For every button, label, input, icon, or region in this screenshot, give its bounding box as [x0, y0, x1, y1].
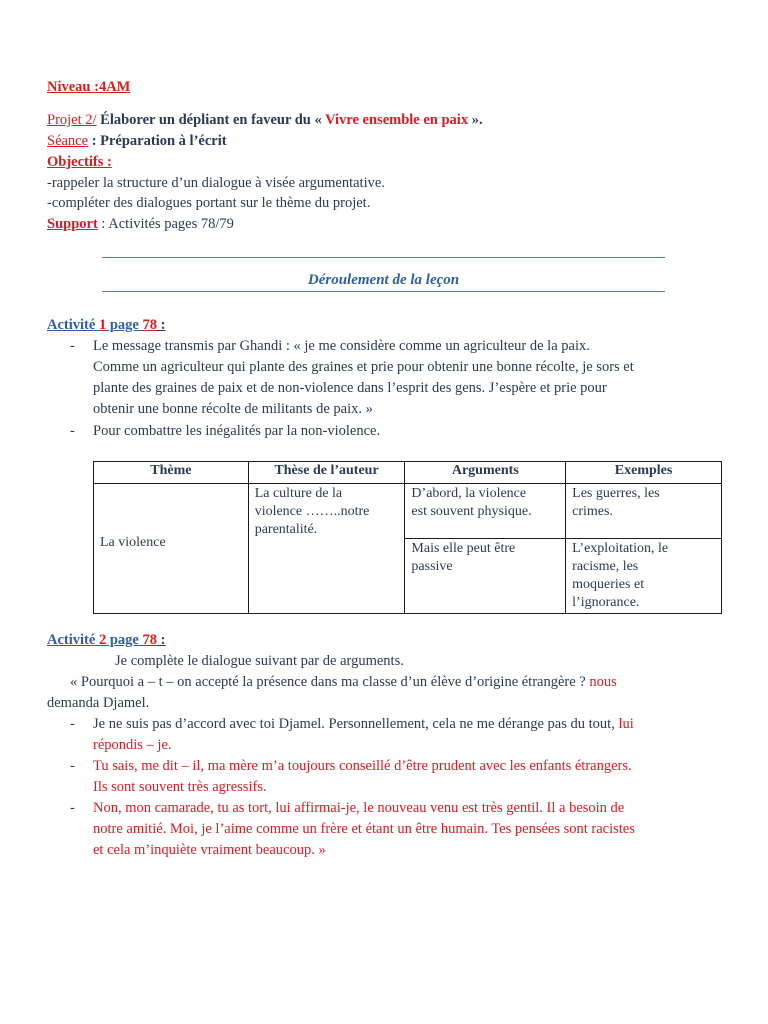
dialogue-reply-2: [93, 756, 632, 798]
dialogue-text: « Pourquoi a – t – on accepté la présence dans ma classe d’un élève d’origine étrangère ?: [70, 674, 590, 690]
page-word: page: [106, 632, 143, 648]
seance-text: : Préparation à l’écrit: [88, 133, 227, 149]
instruction: Je complète le dialogue suivant par de arguments.: [115, 653, 404, 669]
dialogue-reply-1: [93, 714, 634, 756]
dialogue-red-text: nous: [589, 674, 617, 690]
heading-colon: :: [156, 632, 166, 648]
cell-line: crimes.: [572, 504, 613, 519]
objectifs-label: Objectifs :: [47, 154, 112, 170]
bullet-dash: -: [70, 800, 75, 816]
text-line: Comme un agriculteur qui plante des graines et prie pour obtenir une bonne récolte, je sors et: [93, 359, 634, 375]
page-number: 78: [142, 632, 157, 648]
cell-line: L’exploitation, le: [572, 541, 669, 556]
text-line: notre amitié. Moi, je l’aime comme un frère et étant un être humain. Tes pensées sont racistes: [93, 821, 635, 837]
cell-line: parentalité.: [254, 522, 318, 537]
dialogue-text: Je ne suis pas d’accord avec toi Djamel. Personnellement, cela ne me dérange pas du tout,: [93, 716, 619, 732]
cell-line: La culture de la: [254, 486, 343, 501]
dialogue-reply-3: [93, 798, 635, 861]
header-these: Thèse de l’auteur: [248, 462, 405, 484]
seance-line: [47, 133, 227, 150]
dialogue-red-text: répondis – je.: [93, 737, 172, 753]
support-text: : Activités pages 78/79: [97, 216, 234, 232]
cell-exemple: [566, 539, 722, 614]
header-theme: Thème: [94, 462, 249, 484]
cell-line: Mais elle peut être: [411, 541, 516, 556]
argument-table: [93, 461, 722, 614]
support-label: Support: [47, 216, 98, 232]
cell-line: est souvent physique.: [411, 504, 532, 519]
activite-word: Activité: [47, 317, 99, 333]
table-header-row: [94, 462, 722, 484]
seance-label: Séance: [47, 133, 89, 149]
bullet-text: Pour combattre les inégalités par la non-violence.: [93, 423, 381, 439]
text-line: obtenir une bonne récolte de militants de paix. »: [93, 401, 373, 417]
objectif-item: -rappeler la structure d’un dialogue à visée argumentative.: [47, 175, 385, 191]
cell-argument: [405, 539, 566, 614]
cell-line: passive: [411, 559, 453, 574]
cell-line: racisme, les: [572, 559, 639, 574]
text-line: Le message transmis par Ghandi : « je me considère comme un agriculteur de la paix.: [93, 338, 590, 354]
text-line: et cela m’inquiète vraiment beaucoup. »: [93, 842, 326, 858]
section-title: Déroulement de la leçon: [307, 272, 460, 288]
activite-number: 2: [98, 632, 107, 648]
dialogue-red-text: lui: [618, 716, 634, 732]
page-number: 78: [142, 317, 157, 333]
dialogue-intro-line: demanda Djamel.: [47, 695, 150, 711]
projet-text: Élaborer un dépliant en faveur du «: [96, 112, 326, 128]
projet-highlight: Vivre ensemble en paix: [325, 112, 469, 128]
bullet-dash: -: [70, 423, 75, 439]
table-row: [94, 484, 722, 539]
bullet-dash: -: [70, 758, 75, 774]
dialogue-intro-line: [70, 674, 617, 691]
page-word: page: [106, 317, 143, 333]
projet-end: ».: [468, 112, 483, 128]
cell-line: D’abord, la violence: [411, 486, 527, 501]
text-line: Ils sont souvent très agressifs.: [93, 779, 267, 795]
cell-theme: La violence: [94, 484, 249, 614]
header-arguments: Arguments: [405, 462, 566, 484]
header-exemples: Exemples: [566, 462, 722, 484]
activite-number: 1: [98, 317, 107, 333]
cell-exemple: [566, 484, 722, 539]
ghandi-quote: [93, 336, 634, 420]
bullet-dash: -: [70, 716, 75, 732]
bullet-dash: -: [70, 338, 75, 354]
heading-colon: :: [156, 317, 166, 333]
divider-bottom: [102, 291, 665, 292]
activite2-heading: [47, 632, 165, 649]
activite1-heading: [47, 317, 165, 334]
cell-line: Les guerres, les: [572, 486, 660, 501]
text-line: Tu sais, me dit – il, ma mère m’a toujours conseillé d’être prudent avec les enfants étrangers.: [93, 758, 632, 774]
cell-line: l’ignorance.: [572, 595, 640, 610]
cell-line: violence ……..notre: [254, 504, 370, 519]
cell-line: moqueries et: [572, 577, 645, 592]
text-line: Non, mon camarade, tu as tort, lui affirmai-je, le nouveau venu est très gentil. Il a besoin de: [93, 800, 625, 816]
divider-top: [102, 257, 665, 258]
text-line: plante des graines de paix et de non-violence dans l’esprit des gens. J’espère et prie pour: [93, 380, 607, 396]
projet-line: [47, 112, 483, 129]
projet-label: Projet 2/: [47, 112, 97, 128]
support-line: [47, 216, 234, 233]
objectif-item: -compléter des dialogues portant sur le thème du projet.: [47, 195, 371, 211]
cell-argument: [405, 484, 566, 539]
activite-word: Activité: [47, 632, 99, 648]
cell-these: [248, 484, 405, 614]
niveau-label: Niveau :4AM: [47, 79, 131, 95]
